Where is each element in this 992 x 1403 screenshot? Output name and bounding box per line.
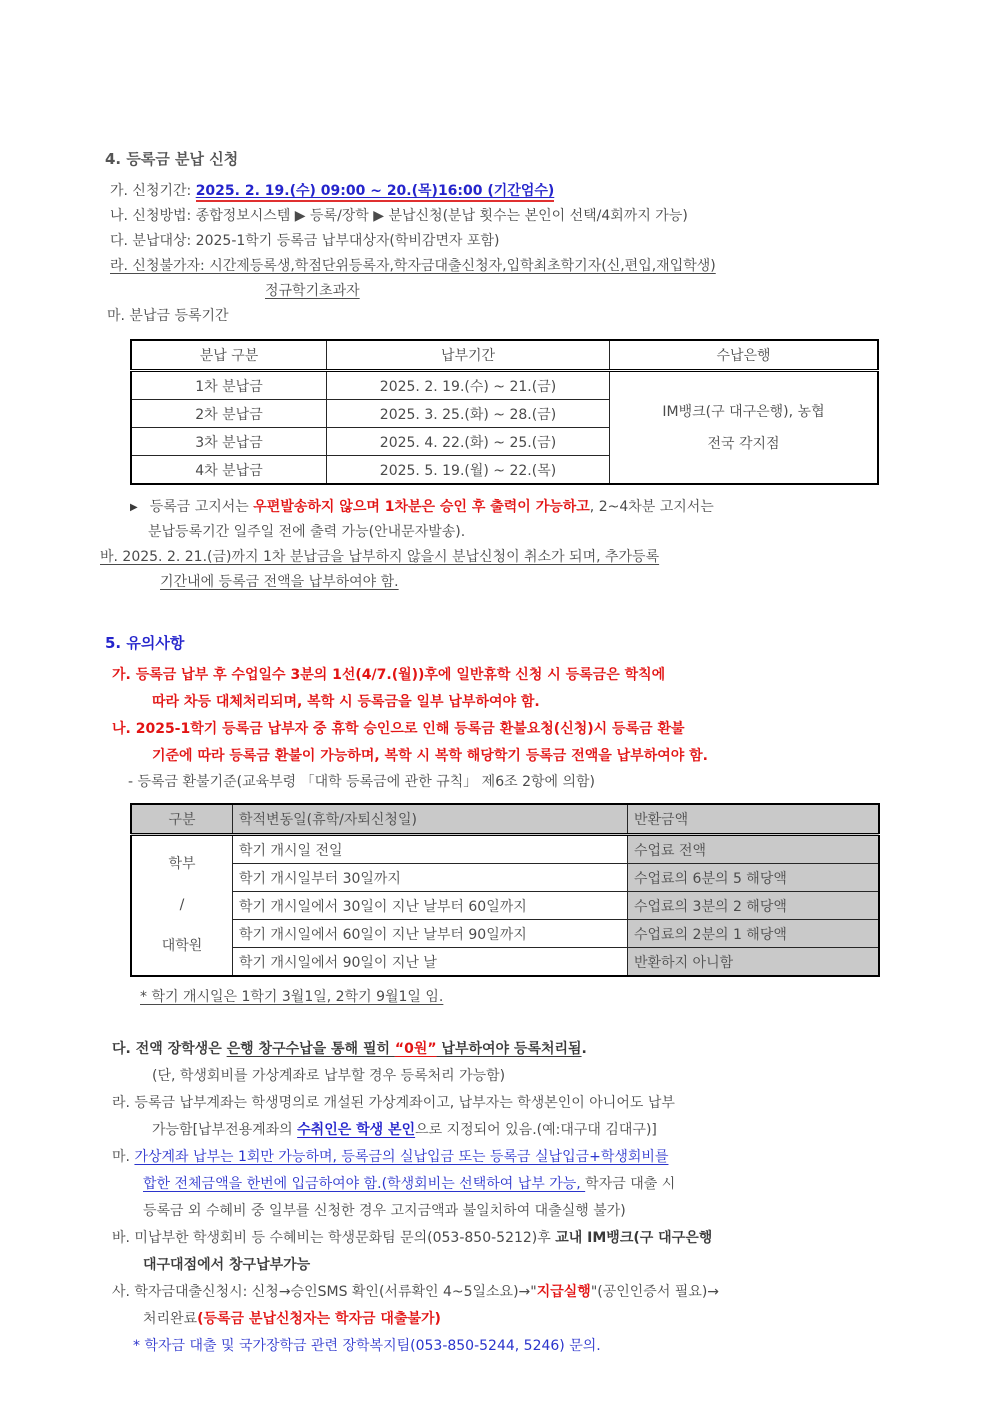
- s5-item-leave-rule: 가. 등록금 납부 후 수업일수 3분의 1선(4/7.(월))후에 일반휴학 신청 시 등록금은 학칙에: [112, 667, 666, 683]
- s4-item-not-eligible: 라. 신청불가자: 시간제등록생,학점단위등록자,학자금대출신청자,입학최초학기자(신,편입,재입학생): [110, 258, 716, 274]
- refund-amount-cell: 수업료의 3분의 2 해당액: [628, 892, 880, 920]
- s5-item-student-loan-cont: 처리완료(등록금 분납신청자는 학자금 대출불가): [143, 1311, 441, 1327]
- s5-item-one-time-payment-cont1: 합한 전체금액을 한번에 입금하여야 함.(학생회비는 선택하여 납부 가능, 학자금 대출 시: [143, 1176, 676, 1192]
- refund-amount-cell: 수업료의 2분의 1 해당액: [628, 920, 880, 948]
- table-header-row: [131, 804, 879, 835]
- installment-period: 2025. 3. 25.(화) ~ 28.(금): [327, 400, 610, 428]
- refund-amount-cell: 반환하지 아니함: [628, 948, 880, 977]
- refund-amount-cell: 수업료의 6분의 5 해당액: [628, 864, 880, 892]
- refund-standard-table: [130, 803, 880, 977]
- change-date-cell: 학기 개시일에서 90일이 지난 날: [233, 948, 628, 977]
- s5-item-student-loan: 사. 학자금대출신청시: 신청→승인SMS 확인(서류확인 4~5일소요)→"지급실행"(공인인증서 필요)→: [112, 1284, 720, 1300]
- table-row: [131, 371, 878, 400]
- installment-period: 2025. 4. 22.(화) ~ 25.(금): [327, 428, 610, 456]
- bank-line-1: IM뱅크(구 대구은행), 농협: [662, 403, 825, 420]
- s4-item-application-method: 나. 신청방법: 종합정보시스템 ▶ 등록/장학 ▶ 분납신청(분납 횟수는 본인이 선택/4회까지 가능): [110, 208, 688, 224]
- s5-item-one-time-payment-cont2: 등록금 외 수혜비 중 일부를 신청한 경우 고지금액과 불일치하여 대출실행 불가): [143, 1203, 626, 1219]
- header-refund-amount: 반환금액: [628, 804, 880, 835]
- header-change-date: 학적변동일(휴학/자퇴신청일): [233, 804, 628, 835]
- header-category: 구분: [131, 804, 233, 835]
- refund-amount-cell: 수업료 전액: [628, 835, 880, 864]
- table-row: [131, 864, 879, 892]
- s4-bill-notice-text: 등록금 고지서는 우편발송하지 않으며 1차분은 승인 후 출력이 가능하고, 2~4차분 고지서는: [149, 499, 714, 515]
- change-date-cell: 학기 개시일에서 30일이 지난 날부터 60일까지: [233, 892, 628, 920]
- s4-item-eligible: 다. 분납대상: 2025-1학기 등록금 납부대상자(학비감면자 포함): [110, 233, 500, 249]
- category-line-2: /: [179, 897, 185, 913]
- section4-title: 4. 등록금 분납 신청: [105, 150, 239, 168]
- s4-item-application-period: 가. 신청기간: 2025. 2. 19.(수) 09:00 ~ 20.(목)16:00 (기간엄수): [110, 179, 992, 204]
- s4-item-installment-period: 마. 분납금 등록기간: [107, 308, 229, 324]
- header-receiving-bank: 수납은행: [610, 340, 879, 371]
- semester-start-note: * 학기 개시일은 1학기 3월1일, 2학기 9월1일 임.: [140, 989, 444, 1005]
- s5-item-refund-rule-cont: 기준에 따라 등록금 환불이 가능하며, 복학 시 복학 해당학기 등록금 전액을 납부하여야 함.: [152, 748, 708, 764]
- s5-item-unpaid-fees: 바. 미납부한 학생회비 등 수혜비는 학생문화팀 문의(053-850-5212)후 교내 IM뱅크(구 대구은행: [112, 1230, 713, 1246]
- s5-item-refund-rule: 나. 2025-1학기 등록금 납부자 중 휴학 승인으로 인해 등록금 환불요청(신청)시 등록금 환불: [112, 721, 685, 737]
- change-date-cell: 학기 개시일부터 30일까지: [233, 864, 628, 892]
- category-cell: [131, 835, 233, 977]
- installment-name: 1차 분납금: [131, 371, 327, 400]
- section5-title: 5. 유의사항: [105, 634, 185, 652]
- installment-schedule-table: [130, 339, 879, 485]
- s5-item-virtual-account-cont: 가능함[납부전용계좌의 수취인은 학생 본인으로 지정되어 있음.(예:대구대 김대구)]: [152, 1122, 657, 1138]
- s4-bill-notice: [130, 495, 992, 520]
- s4-item-cancellation: 바. 2025. 2. 21.(금)까지 1차 분납금을 납부하지 않을시 분납신청이 취소가 되며, 추가등록: [100, 549, 660, 565]
- installment-name: 3차 분납금: [131, 428, 327, 456]
- table-row: [131, 948, 879, 977]
- change-date-cell: 학기 개시일 전일: [233, 835, 628, 864]
- table-header-row: [131, 340, 878, 371]
- s5-refund-standard-note: - 등록금 환불기준(교육부령 「대학 등록금에 관한 규칙」 제6조 2항에 의함): [128, 774, 595, 790]
- s5-item-leave-rule-cont: 따라 차등 대체처리되며, 복학 시 등록금을 일부 납부하여야 함.: [152, 694, 540, 710]
- table-row: [131, 835, 879, 864]
- s5-item-unpaid-fees-cont: 대구대점에서 창구납부가능: [143, 1257, 311, 1273]
- header-installment-type: 분납 구분: [131, 340, 327, 371]
- s4-item-cancellation-cont: 기간내에 등록금 전액을 납부하여야 함.: [160, 574, 399, 590]
- installment-name: 2차 분납금: [131, 400, 327, 428]
- s5-item-scholarship-cont: (단, 학생회비를 가상계좌로 납부할 경우 등록처리 가능함): [152, 1068, 506, 1084]
- category-line-3: 대학원: [161, 938, 203, 954]
- installment-period: 2025. 5. 19.(월) ~ 22.(목): [327, 456, 610, 485]
- s4-bill-notice-cont: 분납등록기간 일주일 전에 출력 가능(안내문자발송).: [148, 524, 466, 540]
- category-line-1: 학부: [168, 856, 196, 872]
- s5-item-scholarship: 다. 전액 장학생은 은행 창구수납을 통해 필히 “0원” 납부하여야 등록처리됨.: [112, 1041, 587, 1057]
- loan-contact-note: * 학자금 대출 및 국가장학금 관련 장학복지팀(053-850-5244, 5246) 문의.: [133, 1338, 601, 1354]
- triangle-bullet-icon: ▶: [130, 502, 138, 513]
- s4-item-not-eligible-cont: 정규학기초과자: [265, 283, 360, 299]
- s5-item-one-time-payment: 마. 가상계좌 납부는 1회만 가능하며, 등록금의 실납입금 또는 등록금 실납입금+학생회비를: [112, 1149, 669, 1165]
- table-row: [131, 892, 879, 920]
- s5-item-virtual-account: 라. 등록금 납부계좌는 학생명의로 개설된 가상계좌이고, 납부자는 학생본인이 아니어도 납부: [112, 1095, 675, 1111]
- change-date-cell: 학기 개시일에서 60일이 지난 날부터 90일까지: [233, 920, 628, 948]
- installment-period: 2025. 2. 19.(수) ~ 21.(금): [327, 371, 610, 400]
- bank-line-2: 전국 각지점: [707, 435, 780, 452]
- table-row: [131, 920, 879, 948]
- bank-cell: [610, 371, 879, 485]
- installment-name: 4차 분납금: [131, 456, 327, 485]
- header-payment-period: 납부기간: [327, 340, 610, 371]
